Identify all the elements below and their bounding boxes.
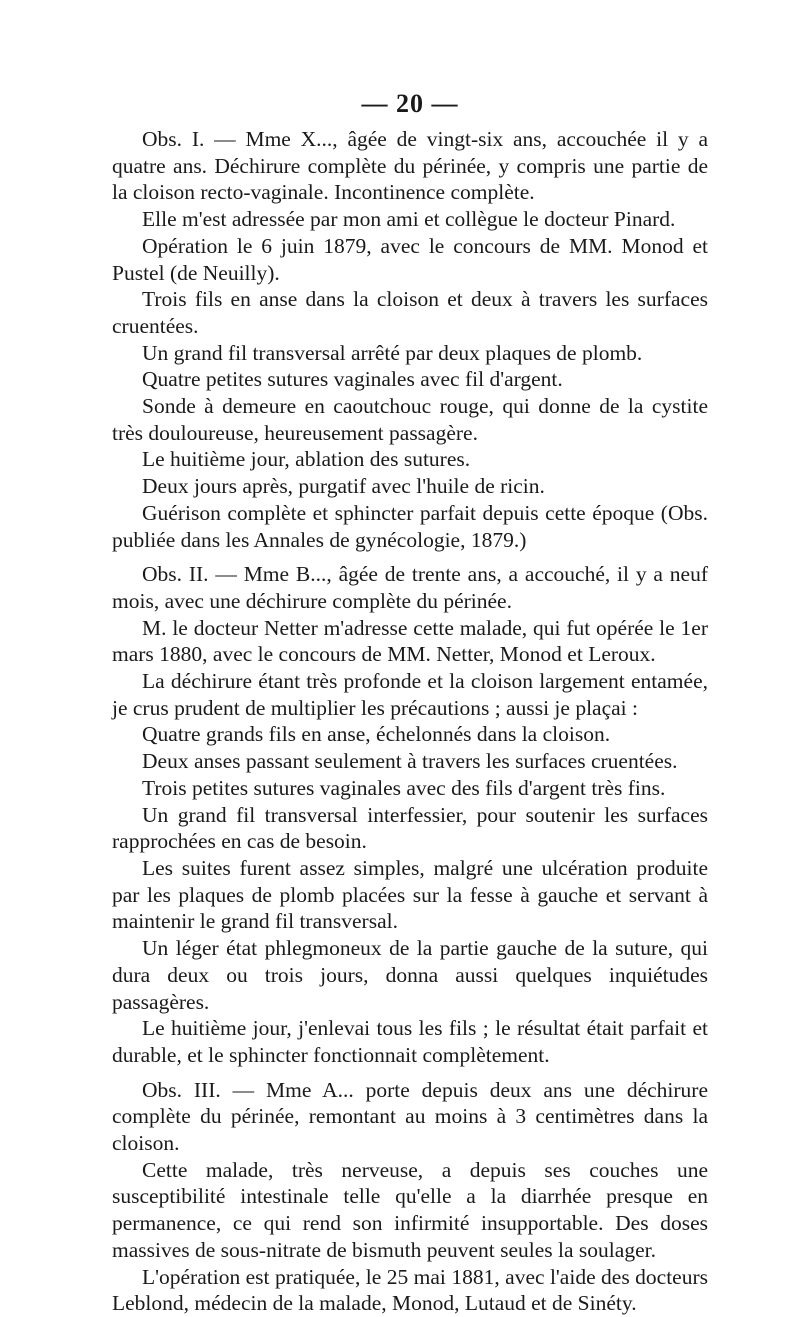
paragraph: Un grand fil transversal interfessier, pour soutenir les surfaces rapprochées en cas de besoin. <box>112 802 708 854</box>
paragraph: M. le docteur Netter m'adresse cette malade, qui fut opérée le 1er mars 1880, avec le concours de MM. Netter, Monod et Leroux. <box>112 615 708 667</box>
paragraph: La déchirure étant très profonde et la cloison largement entamée, je crus prudent de multiplier les précautions ; aussi je plaçai : <box>112 669 708 720</box>
paragraph: Trois petites sutures vaginales avec des fils d'argent très fins. <box>142 775 666 800</box>
paragraph: Le huitième jour, ablation des sutures. <box>142 447 471 472</box>
paragraph: Les suites furent assez simples, malgré une ulcération produite par les plaques de plomb placées sur la fesse à gauche et servant à maintenir le grand fil transversal. <box>112 855 708 934</box>
paragraph: Quatre petites sutures vaginales avec fil d'argent. <box>142 367 563 392</box>
paragraph: Opération le 6 juin 1879, avec le concours de MM. Monod et Pustel (de Neuilly). <box>112 233 708 285</box>
paragraph: Trois fils en anse dans la cloison et deux à travers les surfaces cruentées. <box>112 287 708 338</box>
paragraph: Sonde à demeure en caoutchouc rouge, qui donne de la cystite très douloureuse, heureusement passagère. <box>112 394 708 445</box>
paragraph: Elle m'est adressée par mon ami et collègue le docteur Pinard. <box>142 207 676 232</box>
paragraph: Cette malade, très nerveuse, a depuis ses couches une susceptibilité intestinale telle qu'elle a la diarrhée presque en permanence, ce qui rend son infirmité insupportable. Des doses massives de sous-nitrate de bismuth peuvent seules la soulager. <box>112 1157 708 1262</box>
obs-1-intro: Obs. I. — Mme X..., âgée de vingt-six ans, accouchée il y a quatre ans. Déchirure complète du périnée, y compris une partie de la cloison recto-vaginale. Incontinence complète. <box>112 127 708 205</box>
paragraph: Un grand fil transversal arrêté par deux plaques de plomb. <box>142 340 643 365</box>
paragraph: Guérison complète et sphincter parfait depuis cette époque (Obs. publiée dans les Annales de gynécologie, 1879.) <box>112 500 708 552</box>
page-number: — 20 — <box>361 89 459 118</box>
paragraph: Deux anses passant seulement à travers les surfaces cruentées. <box>142 749 678 774</box>
obs-3-intro: Obs. III. — Mme A... porte depuis deux ans une déchirure complète du périnée, remontant au moins à 3 centimètres dans la cloison. <box>112 1077 708 1156</box>
paragraph: L'opération est pratiquée, le 25 mai 1881, avec l'aide des docteurs Leblond, médecin de la malade, Monod, Lutaud et de Sinéty. <box>112 1264 708 1316</box>
body-text <box>112 126 708 1317</box>
paragraph: Le huitième jour, j'enlevai tous les fils ; le résultat était parfait et durable, et le sphincter fonctionnait complètement. <box>112 1016 708 1067</box>
paragraph: Deux jours après, purgatif avec l'huile de ricin. <box>142 474 545 499</box>
obs-2-intro: Obs. II. — Mme B..., âgée de trente ans, a accouché, il y a neuf mois, avec une déchirure complète du périnée. <box>112 562 708 613</box>
paragraph: Un léger état phlegmoneux de la partie gauche de la suture, qui dura deux ou trois jours, donna aussi quelques inquiétudes passagères. <box>112 936 708 1014</box>
paragraph: Quatre grands fils en anse, échelonnés dans la cloison. <box>142 722 611 747</box>
